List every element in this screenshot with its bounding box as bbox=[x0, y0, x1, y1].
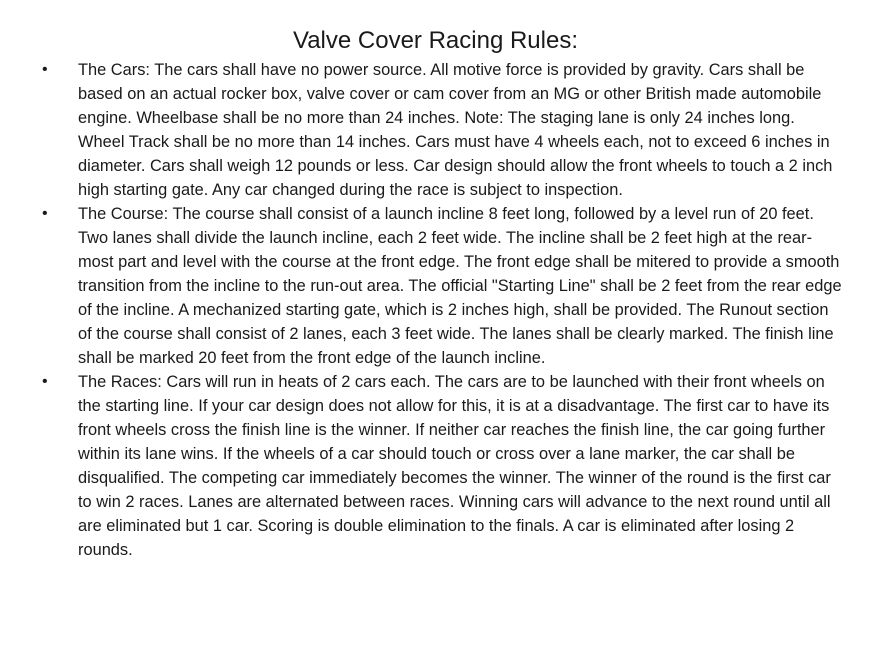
rule-item-cars bbox=[0, 58, 842, 202]
rule-item-course bbox=[0, 202, 842, 370]
document-title bbox=[0, 26, 875, 56]
bullet-icon: • bbox=[42, 373, 48, 390]
rule-text-cars: The Cars: The cars shall have no power source. All motive force is provided by gravity. Cars shall be based on an actual rocker box, valve cover or cam cover from an MG or other British made automobile engine. Wheelbase shall be no more than 24 inches. Note: The staging lane is only 24 inches long. Wheel Track shall be no more than 14 inches. Cars must have 4 wheels each, not to exceed 6 inches in diameter. Cars shall weigh 12 pounds or less. Car design should allow the front wheels to touch a 2 inch high starting gate. Any car changed during the race is subject to inspection. bbox=[78, 61, 833, 199]
bullet-icon: • bbox=[42, 61, 48, 78]
rule-item-races bbox=[0, 370, 842, 562]
document-title-text: Valve Cover Racing Rules: bbox=[292, 27, 578, 54]
rule-text-course: The Course: The course shall consist of a launch incline 8 feet long, followed by a level run of 20 feet. Two lanes shall divide the launch incline, each 2 feet wide. The incline shall be 2 feet high at the rear-most part and level with the course at the front edge. The front edge shall be mitered to provide a smooth transition from the incline to the run-out area. The official "Starting Line" shall be 2 feet from the rear edge of the incline. A mechanized starting gate, which is 2 inches high, shall be provided. The Runout section of the course shall consist of 2 lanes, each 3 feet wide. The lanes shall be clearly marked. The finish line shall be marked 20 feet from the front edge of the launch incline. bbox=[78, 205, 842, 367]
rules-list bbox=[0, 58, 842, 562]
bullet-icon: • bbox=[42, 205, 48, 222]
rule-text-races: The Races: Cars will run in heats of 2 cars each. The cars are to be launched with their front wheels on the starting line. If your car design does not allow for this, it is at a disadvantage. The first car to have its front wheels cross the finish line is the winner. If neither car reaches the finish line, the car going further within its lane wins. If the wheels of a car should touch or cross over a lane marker, the car shall be disqualified. The competing car immediately becomes the winner. The winner of the round is the first car to win 2 races. Lanes are alternated between races. Winning cars will advance to the next round until all are eliminated but 1 car. Scoring is double elimination to the finals. A car is eliminated after losing 2 rounds. bbox=[78, 373, 831, 559]
